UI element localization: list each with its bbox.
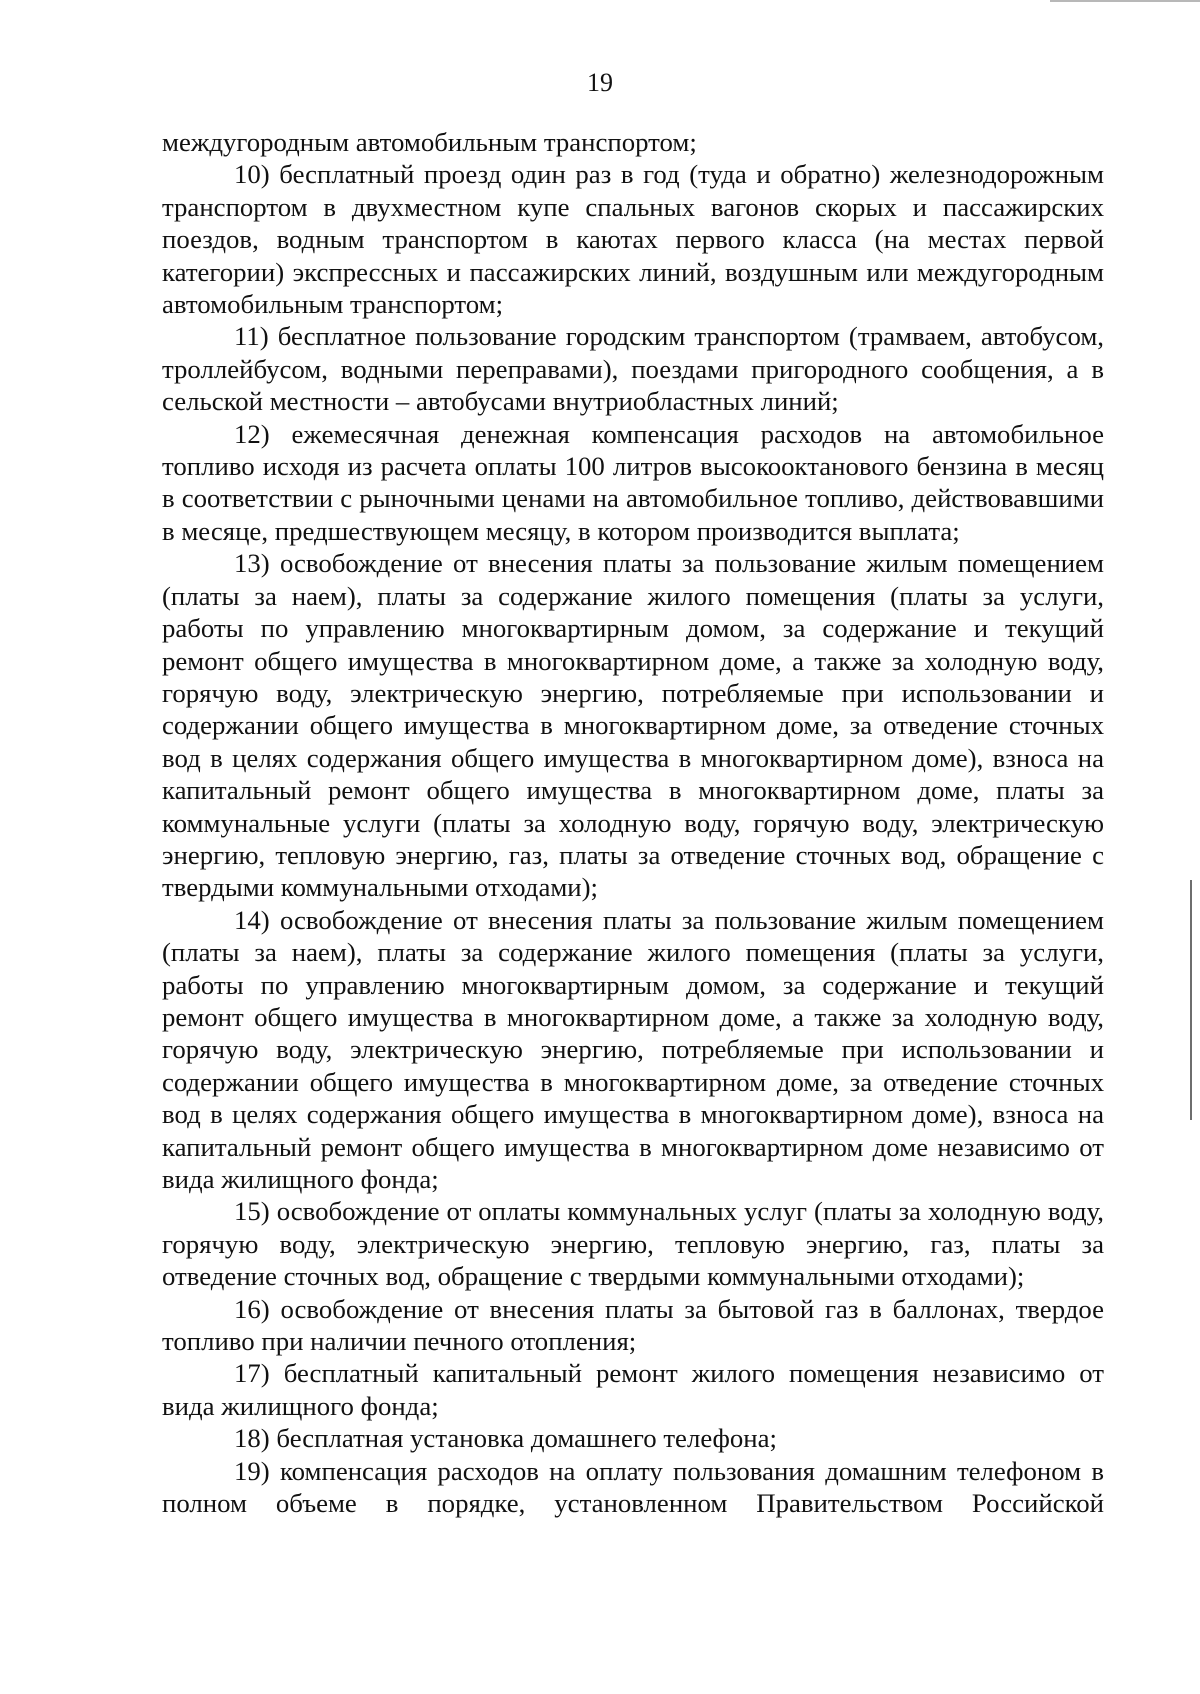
paragraph: 13) освобождение от внесения платы за пользование жилым помещением (платы за наем), платы за содержание жилого помещения (платы за услуги, работы по управлению многоквартирным домом, за содержание и текущий ремонт общего имущества в многоквартирном доме, а также за холодную воду, горячую воду, электрическую энергию, потребляемые при использовании и содержании общего имущества в многоквартирном доме, за отведение сточных вод в целях содержания общего имущества в многоквартирном доме), взноса на капитальный ремонт общего имущества в многоквартирном доме, платы за коммунальные услуги (платы за холодную воду, горячую воду, электрическую энергию, тепловую энергию, газ, платы за отведение сточных вод, обращение с твердыми коммунальными отходами); [162, 548, 1104, 903]
paragraph: 16) освобождение от внесения платы за бытовой газ в баллонах, твердое топливо при наличии печного отопления; [162, 1293, 1104, 1357]
paragraph: 10) бесплатный проезд один раз в год (туда и обратно) железнодорожным транспортом в двухместном купе спальных вагонов скорых и пассажирских поездов, водным транспортом в каютах первого класса (на местах первой категории) экспрессных и пассажирских линий, воздушным или междугородным автомобильным транспортом; [162, 159, 1104, 320]
paragraph: 19) компенсация расходов на оплату пользования домашним телефоном в полном объеме в порядке, установленном Правительством Российской [162, 1455, 1104, 1519]
page-number: 19 [587, 68, 613, 97]
paragraph: междугородным автомобильным транспортом; [162, 127, 697, 157]
document-body [162, 126, 1104, 1519]
scan-edge-mark [1050, 0, 1200, 2]
paragraph: 14) освобождение от внесения платы за пользование жилым помещением (платы за наем), платы за содержание жилого помещения (платы за услуги, работы по управлению многоквартирным домом, за содержание и текущий ремонт общего имущества в многоквартирном доме, а также за холодную воду, горячую воду, электрическую энергию, потребляемые при использовании и содержании общего имущества в многоквартирном доме, за отведение сточных вод в целях содержания общего имущества в многоквартирном доме), взноса на капитальный ремонт общего имущества в многоквартирном доме независимо от вида жилищного фонда; [162, 904, 1104, 1194]
paragraph: 11) бесплатное пользование городским транспортом (трамваем, автобусом, троллейбусом, водными переправами), поездами пригородного сообщения, а в сельской местности – автобусами внутриобластных линий; [162, 321, 1104, 417]
paragraph: 17) бесплатный капитальный ремонт жилого помещения независимо от вида жилищного фонда; [162, 1358, 1104, 1421]
paragraph: 15) освобождение от оплаты коммунальных услуг (платы за холодную воду, горячую воду, электрическую энергию, тепловую энергию, газ, платы за отведение сточных вод, обращение с твердыми коммунальными отходами); [162, 1196, 1104, 1292]
paragraph: 12) ежемесячная денежная компенсация расходов на автомобильное топливо исходя из расчета оплаты 100 литров высокооктанового бензина в месяц в соответствии с рыночными ценами на автомобильное топливо, действовавшими в месяце, предшествующем месяцу, в котором производится выплата; [162, 418, 1104, 546]
scan-edge-mark [1190, 880, 1192, 1120]
paragraph: 18) бесплатная установка домашнего телефона; [234, 1423, 777, 1454]
